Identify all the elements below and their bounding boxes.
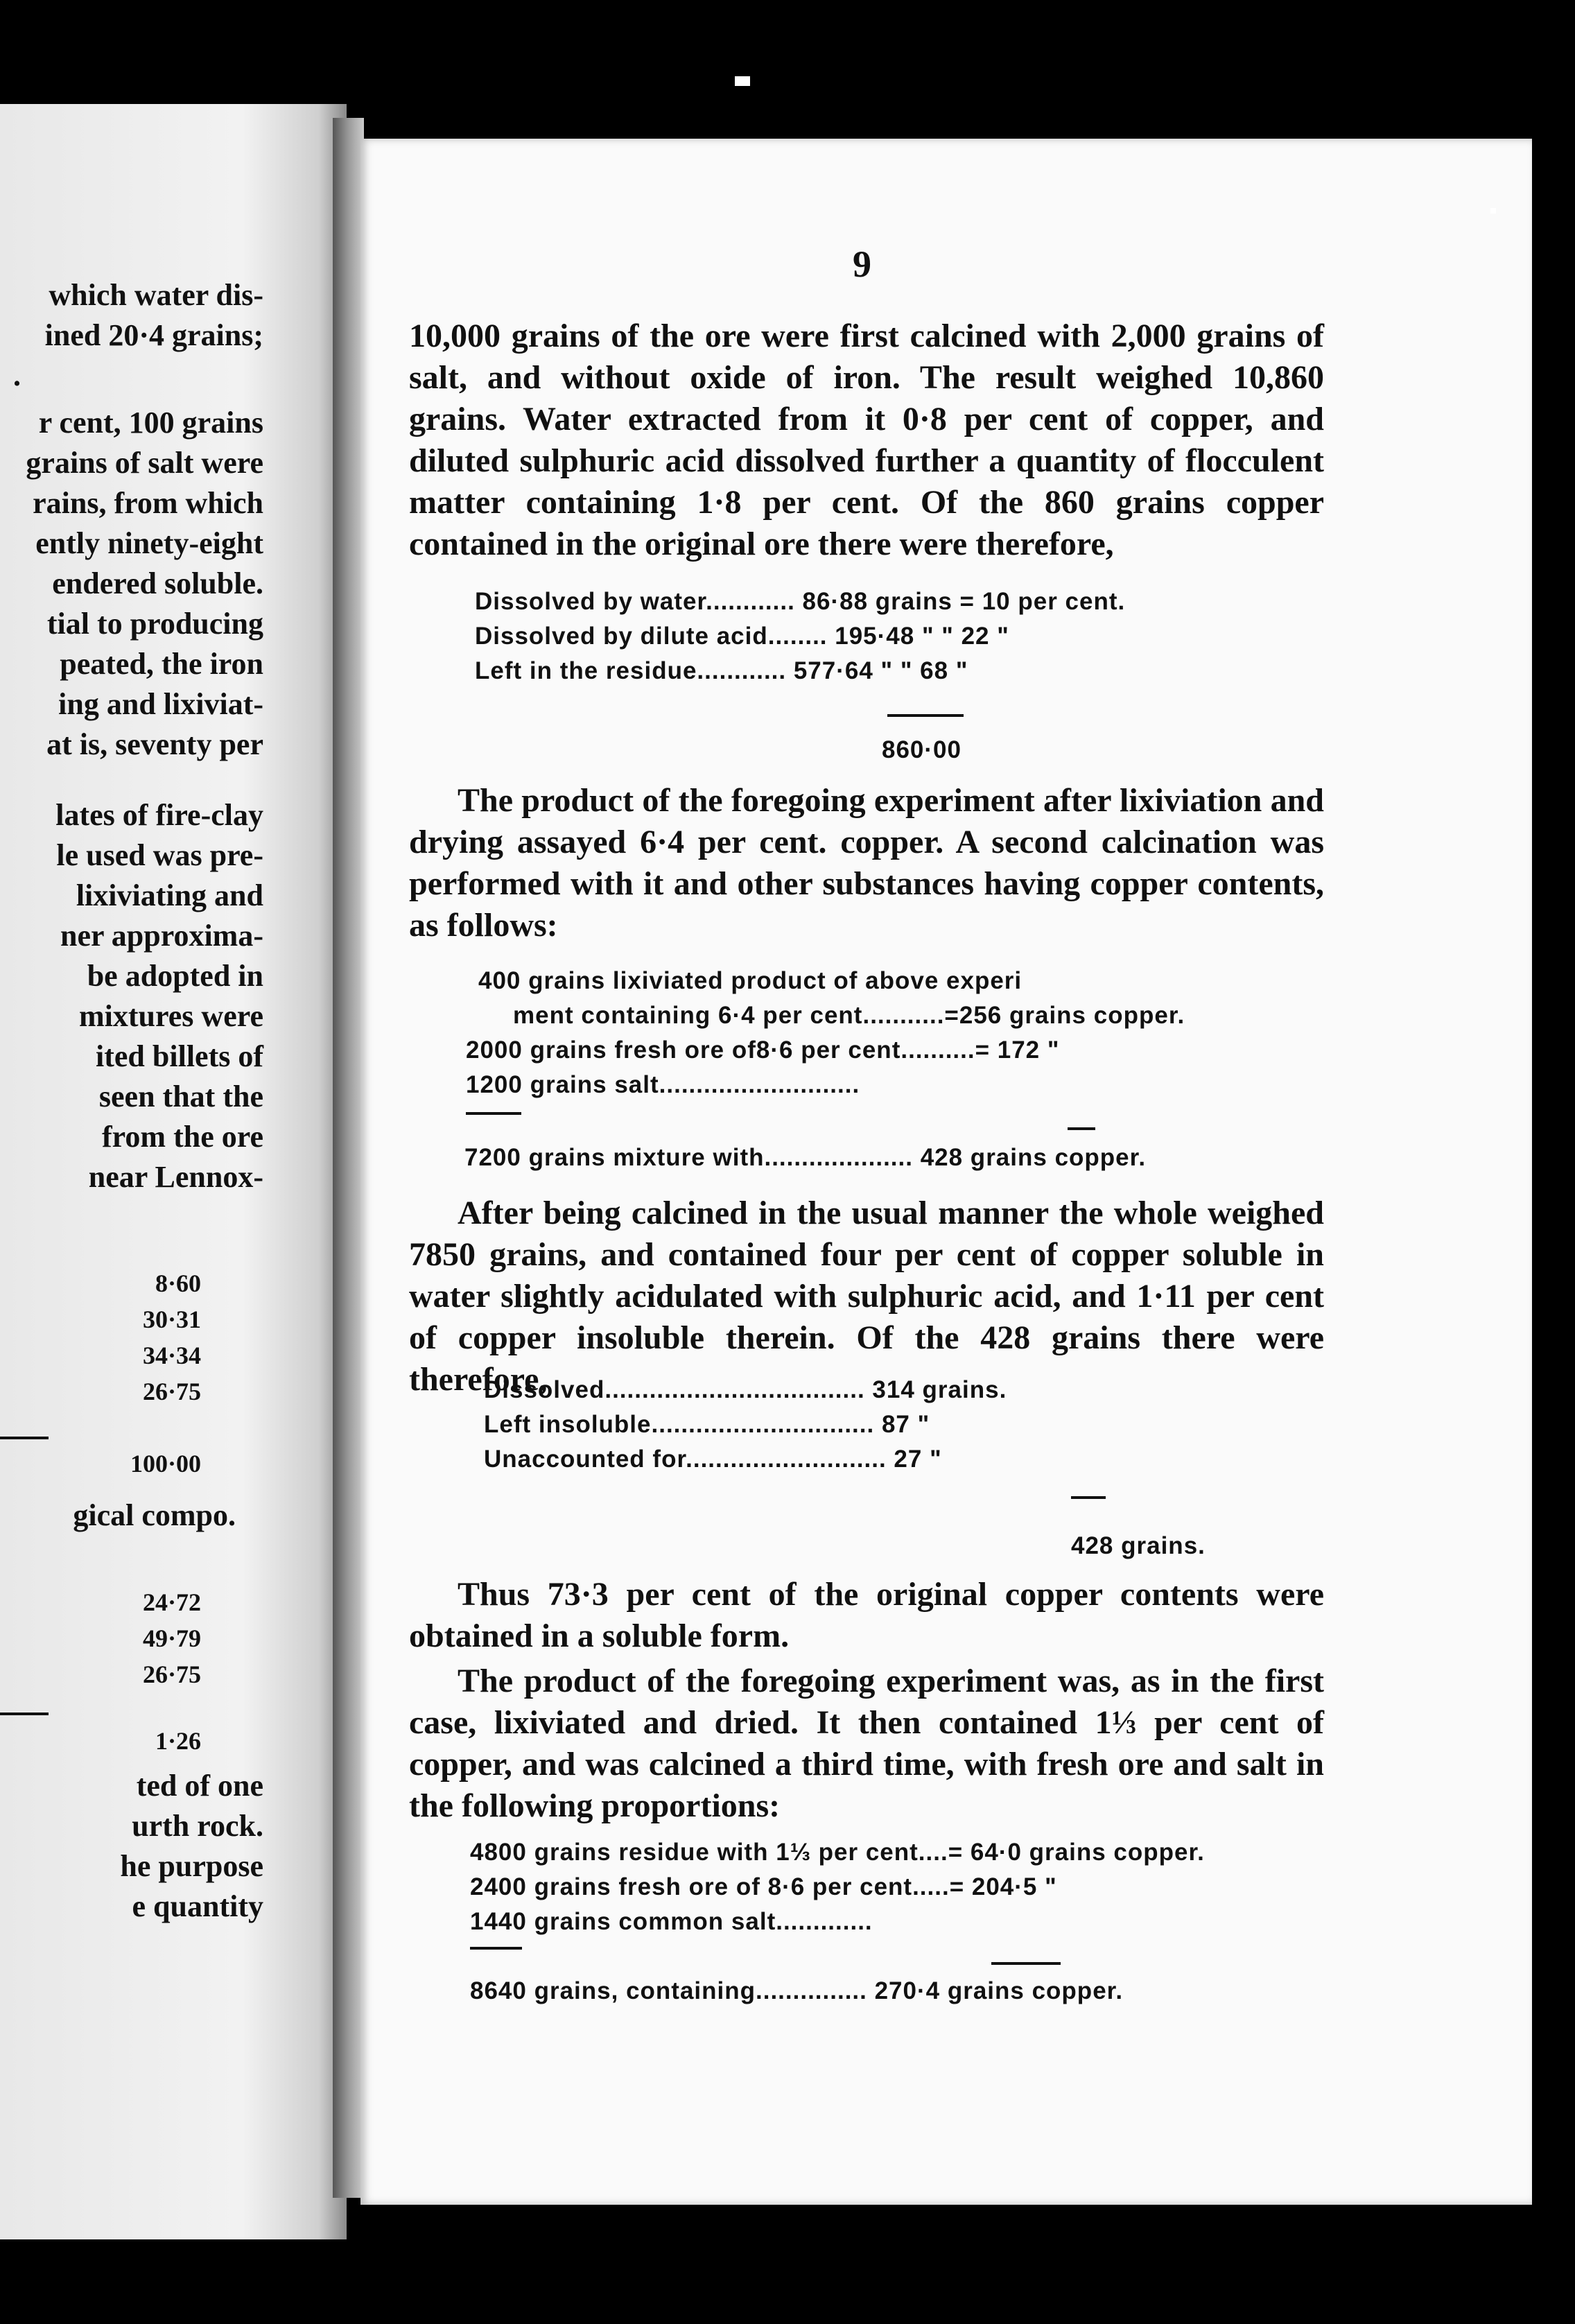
table2-rule (1068, 1127, 1095, 1130)
table2-row: 400 grains lixiviated product of above experi (478, 967, 1023, 994)
book-gutter (333, 118, 364, 2198)
left-text-line: rains, from which (33, 486, 263, 520)
table4-rule (991, 1962, 1061, 1965)
left-number: 8·60 (155, 1269, 201, 1297)
left-text-line: ently ninety-eight (35, 526, 263, 560)
left-text-line: ited billets of (96, 1039, 263, 1073)
paragraph-1: 10,000 grains of the ore were first calcined with 2,000 grains of salt, and without oxide of iron. The result weighed 10,860 grains. Water extracted from it 0·8 per cent of copper, and diluted sulphuric acid dissolved further a quantity of flocculent matter containing 1·8 per cent. Of the 860 grains copper contained in the original ore there were therefore, (409, 318, 1324, 562)
left-text-line: gical compo. (73, 1498, 236, 1532)
table3-row: Unaccounted for........................... 27 " (484, 1446, 942, 1473)
table1-row: Dissolved by dilute acid........ 195·48 " " 22 " (475, 623, 1009, 650)
left-text-line: r cent, 100 grains (38, 406, 263, 440)
table2-row: 1200 grains salt........................... (466, 1071, 860, 1098)
table4-total: 8640 grains, containing............... 270·4 grains copper. (470, 1977, 1124, 2004)
table1-row: Dissolved by water............ 86·88 grains = 10 per cent. (475, 588, 1126, 615)
left-text-line: seen that the (98, 1079, 263, 1113)
table1-total: 860·00 (882, 736, 961, 763)
left-text-line: mixtures were (79, 999, 263, 1033)
left-text-line: near Lennox- (88, 1160, 263, 1194)
table3-row: Dissolved................................... 314 grains. (484, 1376, 1007, 1403)
left-page (0, 104, 347, 2239)
left-rule (0, 1437, 49, 1439)
left-number: 30·31 (142, 1306, 201, 1333)
left-text-line: lates of fire-clay (55, 798, 263, 832)
table4-row: 1440 grains common salt............. (470, 1908, 873, 1935)
table2-row: ment containing 6·4 per cent...........=256 grains copper. (513, 1002, 1185, 1029)
left-text-line: peated, the iron (60, 647, 263, 681)
left-text-line: at is, seventy per (46, 727, 263, 761)
left-text-line: . (13, 358, 21, 392)
left-total: 100·00 (130, 1450, 201, 1477)
table2-row: 2000 grains fresh ore of8·6 per cent..........= 172 " (466, 1037, 1060, 1064)
table3-rule (1071, 1496, 1106, 1499)
left-text-line: he purpose (120, 1849, 263, 1883)
left-text-line: ing and lixiviat- (58, 687, 263, 721)
paragraph-5: The product of the foregoing experiment was, as in the first case, lixiviated and dried. It then contained 1⅓ per cent of copper, and was calcined a third time, with fresh ore and salt in the following proportions: (409, 1663, 1324, 1824)
left-text-line: endered soluble. (52, 566, 263, 600)
scan-speck (735, 76, 750, 86)
left-text-line: lixiviating and (76, 878, 263, 912)
table1-row: Left in the residue............ 577·64 " " 68 " (475, 657, 968, 684)
table4-row: 2400 grains fresh ore of 8·6 per cent.....= 204·5 " (470, 1873, 1057, 1900)
left-number: 26·75 (142, 1378, 201, 1405)
page-number: 9 (853, 243, 871, 285)
left-number: 24·72 (142, 1588, 201, 1616)
left-number: 49·79 (142, 1624, 201, 1652)
table3-total: 428 grains. (1071, 1532, 1206, 1559)
left-number: 34·34 (142, 1342, 201, 1369)
left-text-line: which water dis- (49, 278, 263, 312)
paragraph-3: After being calcined in the usual manner the whole weighed 7850 grains, and contained four per cent of copper soluble in water slightly acidulated with sulphuric acid, and 1·11 per cent of copper insoluble therein. Of the 428 grains there were therefore, (409, 1195, 1324, 1398)
left-text-line: tial to producing (46, 607, 263, 641)
left-text-line: e quantity (132, 1889, 263, 1923)
left-text-line: be adopted in (87, 959, 263, 993)
table4-rule (470, 1947, 522, 1950)
left-rule (0, 1712, 49, 1715)
left-text-line: le used was pre- (56, 838, 263, 872)
paragraph-2: The product of the foregoing experiment after lixiviation and drying assayed 6·4 per cent. copper. A second calcination was performed with it and other substances having copper contents, as follows: (409, 782, 1324, 944)
left-text-line: urth rock. (132, 1809, 263, 1843)
table2-rule (466, 1112, 521, 1115)
left-text-line: ted of one (136, 1769, 263, 1803)
paragraph-4: Thus 73·3 per cent of the original copper contents were obtained in a soluble form. (409, 1576, 1324, 1654)
table3-row: Left insoluble.............................. 87 " (484, 1411, 930, 1438)
left-number: 26·75 (142, 1660, 201, 1688)
left-total: 1·26 (155, 1727, 201, 1755)
left-text-line: grains of salt were (26, 446, 263, 480)
left-text-line: ner approxima- (60, 919, 263, 953)
table2-total: 7200 grains mixture with.................... 428 grains copper. (464, 1144, 1147, 1171)
table1-rule (887, 714, 964, 717)
left-text-line: ined 20·4 grains; (44, 318, 263, 352)
left-text-line: from the ore (102, 1120, 263, 1154)
table4-row: 4800 grains residue with 1⅓ per cent....= 64·0 grains copper. (470, 1839, 1205, 1866)
scan-speck (1490, 208, 1496, 214)
